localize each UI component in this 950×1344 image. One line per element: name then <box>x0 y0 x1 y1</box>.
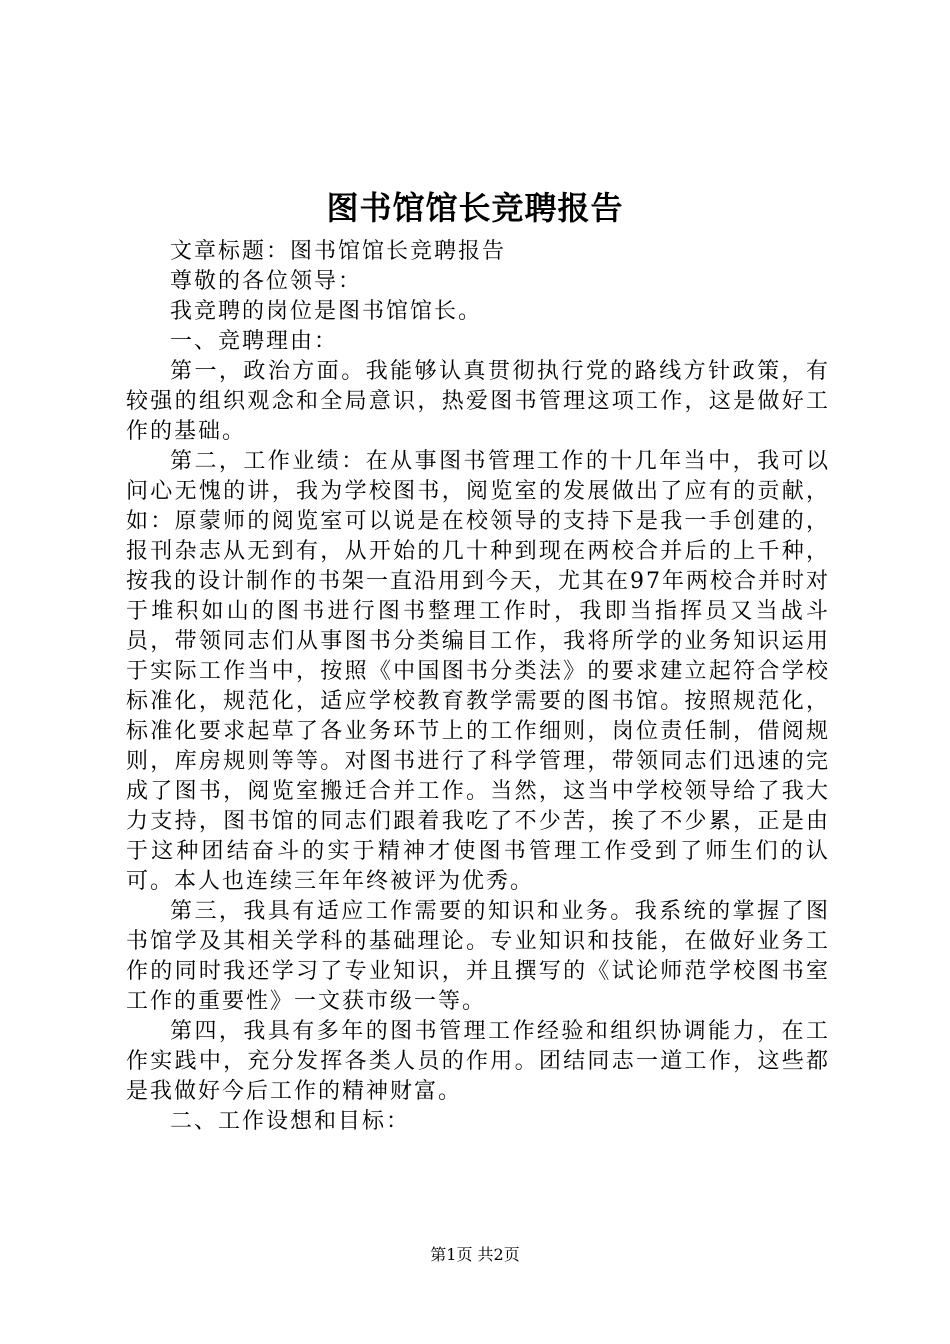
paragraph-salutation: 尊敬的各位领导： <box>170 269 363 294</box>
section-heading-reasons: 一、竞聘理由： <box>170 329 339 354</box>
document-title: 图书馆馆长竞聘报告 <box>326 189 624 227</box>
page-number-footer: 第1页 共2页 <box>430 1245 520 1264</box>
paragraph-first-political: 第一，政治方面。我能够认真贯彻执行党的路线方针政策，有较强的组织观念和全局意识，热爱图书管理这项工作，这是做好工作的基础。 <box>126 359 830 444</box>
document-body <box>126 237 830 1137</box>
section-heading-goals: 二、工作设想和目标： <box>170 1109 411 1134</box>
paragraph-third-knowledge: 第三，我具有适应工作需要的知识和业务。我系统的掌握了图书馆学及其相关学科的基础理论。专业知识和技能，在做好业务工作的同时我还学习了专业知识，并且撰写的《试论师范学校图书室工作的重要性》一文获市级一等。 <box>126 899 830 1014</box>
paragraph-article-title: 文章标题：图书馆馆长竞聘报告 <box>170 239 507 264</box>
paragraph-second-achievements: 第二，工作业绩：在从事图书管理工作的十几年当中，我可以问心无愧的讲，我为学校图书，阅览室的发展做出了应有的贡献，如：原蒙师的阅览室可以说是在校领导的支持下是我一手创建的，报刊杂志从无到有，从开始的几十种到现在两校合并后的上千种，按我的设计制作的书架一直沿用到今天，尤其在97年两校合并时对于堆积如山的图书进行图书整理工作时，我即当指挥员又当战斗员，带领同志们从事图书分类编目工作，我将所学的业务知识运用于实际工作当中，按照《中国图书分类法》的要求建立起符合学校标准化，规范化，适应学校教育教学需要的图书馆。按照规范化，标准化要求起草了各业务环节上的工作细则，岗位责任制，借阅规则，库房规则等等。对图书进行了科学管理，带领同志们迅速的完成了图书，阅览室搬迁合并工作。当然，这当中学校领导给了我大力支持，图书馆的同志们跟着我吃了不少苦，挨了不少累，正是由于这种团结奋斗的实于精神才使图书管理工作受到了师生们的认可。本人也连续三年年终被评为优秀。 <box>126 449 830 894</box>
paragraph-position: 我竞聘的岗位是图书馆馆长。 <box>170 299 483 324</box>
paragraph-fourth-experience: 第四，我具有多年的图书管理工作经验和组织协调能力，在工作实践中，充分发挥各类人员的作用。团结同志一道工作，这些都是我做好今后工作的精神财富。 <box>126 1019 830 1104</box>
